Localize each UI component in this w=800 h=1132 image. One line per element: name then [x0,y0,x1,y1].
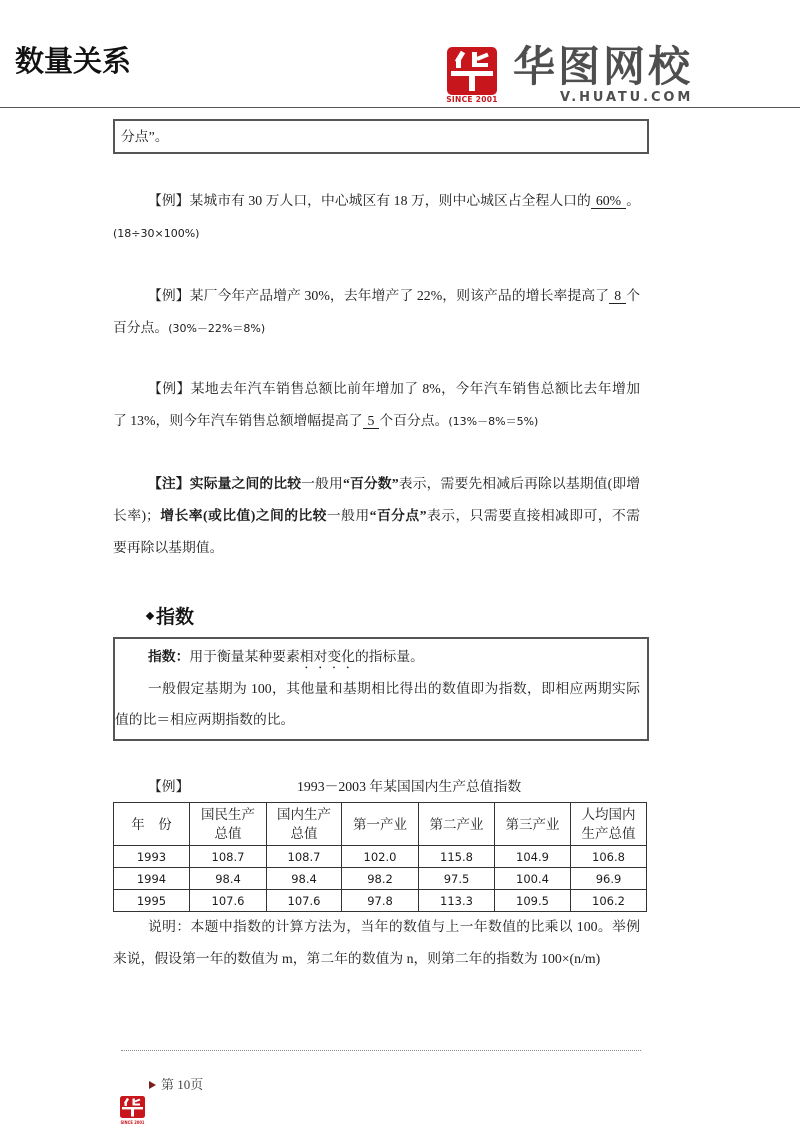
example-text: 。 [626,193,641,208]
example-paragraph [113,280,640,344]
note-bold-text: “百分数” [342,476,399,491]
table-row [114,868,647,890]
table-header-row [114,803,647,846]
table-cell: 100.4 [495,868,571,890]
example-text: 百分点。 [113,320,169,335]
table-cell: 104.9 [495,846,571,868]
note-line [113,532,640,564]
definition-line [115,673,640,705]
table-cell: 115.8 [419,846,495,868]
header-divider [0,107,800,108]
table-cell: 109.5 [495,890,571,912]
table-cell: 102.0 [342,846,419,868]
note-text: 要再除以基期值。 [113,540,224,555]
column-header-label: 国民生产总值 [201,807,255,841]
section-title: 数量关系 [15,44,132,78]
table-cell: 108.7 [267,846,342,868]
footer-logo-since-text: SINCE 2001 [120,1120,145,1125]
note-bold-text: 【注】实际量之间的比较 [148,476,302,491]
column-header-label: 人均国内生产总值 [581,807,636,841]
column-header-label: 国内生产总值 [277,807,331,841]
example-text: 【例】某城市有 30 万人口，中心城区有 18 万，则中心城区占全程人口的 [148,193,591,208]
table-row [114,890,647,912]
note-paragraph [113,468,640,564]
explanation-paragraph [113,911,640,975]
example-line [113,185,640,217]
continued-definition-box [113,119,649,154]
table-cell: 1995 [114,890,190,912]
definition-text: 值的比＝相应两期指数的比。 [115,712,295,727]
example-line [113,280,640,312]
table-cell: 106.2 [571,890,647,912]
continued-box-text: 分点”。 [121,129,169,144]
example-line [113,312,640,344]
emphasized-text: 相对变化 [299,649,355,664]
definition-text: 的指标量。 [354,649,424,664]
table-cell: 1993 [114,846,190,868]
answer-blank: 8 [609,288,626,304]
table-cell: 1994 [114,868,190,890]
example-text: 个百分点。 [379,413,449,428]
table-cell: 98.4 [190,868,267,890]
index-section-heading [147,603,194,631]
footer-huatu-logo-icon [119,1095,146,1127]
column-header-secondary-industry [419,803,495,846]
brand-name: 华图网校 [513,42,694,91]
example-calculation: (13%－8%＝5%) [448,415,539,428]
column-header-label: 年 份 [131,816,172,832]
note-text: 表示，只需要直接相减即可，不需 [426,508,641,523]
table-cell: 108.7 [190,846,267,868]
explanation-line [113,911,640,943]
example-calculation: (18÷30×100%) [113,227,200,240]
note-line [113,468,640,500]
note-text: 长率)； [113,508,160,523]
brand-url: V.HUATU.COM [560,90,694,105]
note-bold-text: 增长率(或比值)之间的比较 [159,508,327,523]
note-text: 一般用 [326,508,370,523]
table-cell: 106.8 [571,846,647,868]
diamond-bullet-icon [146,612,154,620]
explanation-line [113,943,640,975]
footer-divider [121,1050,641,1051]
example-line [113,405,640,437]
example-paragraph [113,185,640,249]
note-line [113,500,640,532]
column-header-tertiary-industry [495,803,571,846]
column-header-label: 第三产业 [505,816,560,832]
column-header-label: 第一产业 [353,816,407,832]
table-cell: 107.6 [190,890,267,912]
note-text: 表示，需要先相减后再除以基期值(即增 [398,476,641,491]
logo-since-text: SINCE 2001 [446,95,498,104]
definition-text: 一般假定基期为 100，其他量和基期相比得出的数值即为指数，即相应两期实际 [148,680,640,696]
table-cell: 98.4 [267,868,342,890]
huatu-logo-icon [446,46,498,96]
table-row [114,846,647,868]
definition-line [115,704,640,736]
index-definition-box [113,637,649,741]
table-cell: 113.3 [419,890,495,912]
column-header-year [114,803,190,846]
definition-text: 用于衡量某种要素 [189,649,300,664]
column-header-label: 第二产业 [429,816,484,832]
example-line [113,373,640,405]
table-cell: 96.9 [571,868,647,890]
section-heading-text: 指数 [156,606,195,628]
note-text: 一般用 [301,476,343,491]
page-number: 第 10页 [161,1077,204,1092]
gdp-index-table [113,802,647,912]
note-bold-text: “百分点” [369,508,427,523]
explanation-text: 来说，假设第一年的数值为 m，第二年的数值为 n，则第二年的指数为 100×(n/m) [113,951,601,966]
column-header-primary-industry [342,803,419,846]
table-example-label: 【例】 [148,779,190,794]
definition-line [115,641,640,673]
table-cell: 97.5 [419,868,495,890]
table-cell: 98.2 [342,868,419,890]
column-header-gnp [190,803,267,846]
example-text: 了 13%，则今年汽车销售总额增幅提高了 [113,413,363,428]
example-text: 个 [626,288,640,303]
example-text: 【例】某地去年汽车销售总额比前年增加了 8%，今年汽车销售总额比去年增加 [148,381,640,396]
table-cell: 97.8 [342,890,419,912]
answer-blank: 5 [363,413,380,429]
table-cell: 107.6 [267,890,342,912]
explanation-text: 说明：本题中指数的计算方法为，当年的数值与上一年数值的比乘以 100。举例 [148,919,640,934]
table-title: 1993－2003 年某国国内生产总值指数 [297,779,522,794]
play-arrow-icon [149,1081,156,1089]
definition-term: 指数： [148,649,190,664]
example-line [113,217,640,249]
column-header-gdp [267,803,342,846]
example-text: 【例】某厂今年产品增产 30%，去年增产了 22%，则该产品的增长率提高了 [148,288,610,303]
column-header-gdp-per-capita [571,803,647,846]
answer-blank: 60% [591,193,626,209]
example-calculation: (30%－22%＝8%) [168,322,266,335]
example-paragraph [113,373,640,437]
